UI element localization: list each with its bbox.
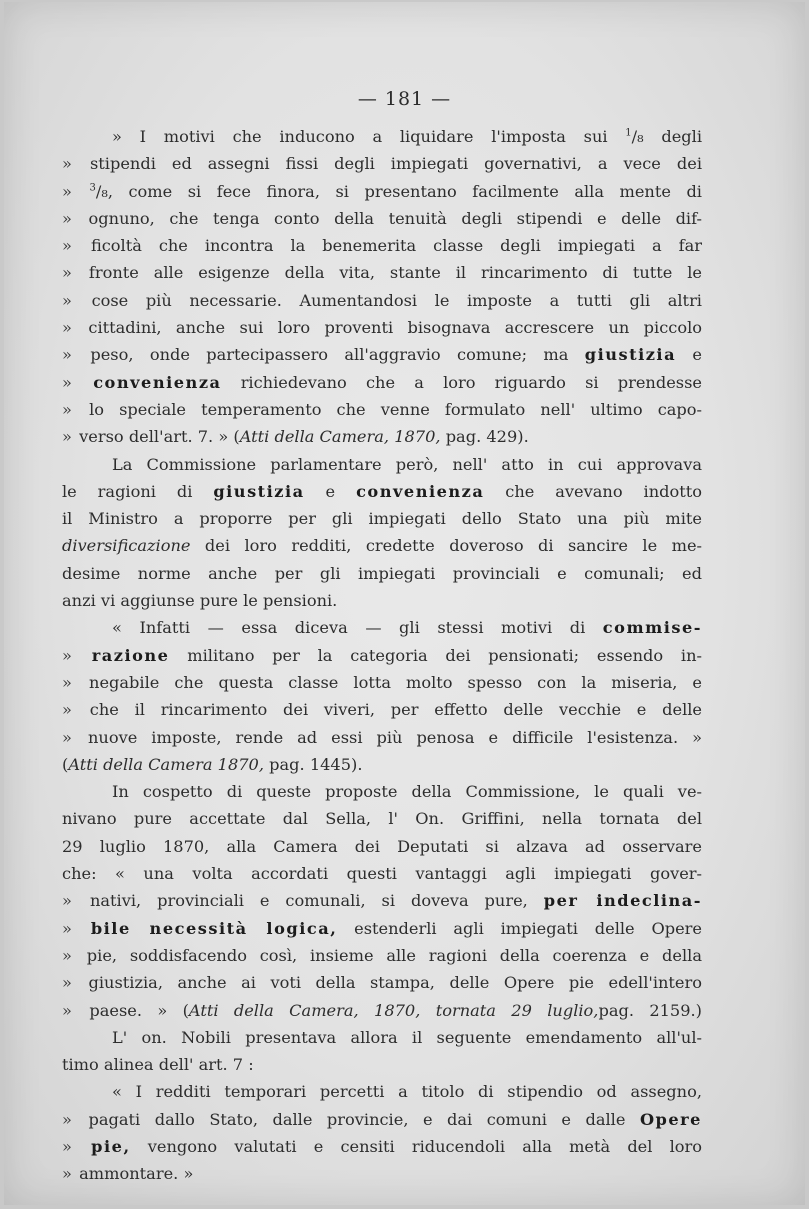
text-line: « I redditi temporari percetti a titolo di stipendio od assegno, <box>112 1082 702 1102</box>
text-line: » ammontare. » <box>62 1164 194 1184</box>
text-line: » paese. » (Atti della Camera, 1870, tornata 29 luglio,pag. 2159.) <box>62 1000 702 1020</box>
text-line: » $^3$/₈, come si fece finora, si presentano facilmente alla mente di <box>62 181 702 201</box>
bold-term: pie, <box>91 1136 131 1156</box>
bold-term: bile necessità logica, <box>90 918 338 938</box>
text-line: » che il rincarimento dei viveri, per effetto delle vecchie e delle <box>62 700 702 720</box>
bold-term: giustizia <box>213 481 305 501</box>
text-line: » razione militano per la categoria dei pensionati; essendo in- <box>62 645 702 665</box>
text-line: » fronte alle esigenze della vita, stante il rincarimento di tutte le <box>62 263 702 283</box>
text-line: » pie, vengono valutati e censiti riducendoli alla metà del loro <box>62 1136 703 1156</box>
citation: Atti della Camera, 1870, tornata 29 luglio, <box>188 1000 599 1020</box>
text-line: « Infatti — essa diceva — gli stessi motivi di commise- <box>112 618 702 638</box>
text-line: » peso, onde partecipassero all'aggravio comune; ma giustizia e <box>62 345 702 365</box>
citation: Atti della Camera, 1870, <box>239 427 441 447</box>
text-line: » nativi, provinciali e comunali, si doveva pure, per indeclina- <box>62 891 702 911</box>
text-line: diversificazione dei loro redditi, credette doveroso di sancire le me- <box>62 536 702 556</box>
text-line: » convenienza richiedevano che a loro riguardo si prendesse <box>62 372 702 392</box>
bold-term: razione <box>91 645 170 665</box>
text-line: il Ministro a proporre per gli impiegati dello Stato una più mite <box>62 509 702 529</box>
text-line: » ognuno, che tenga conto della tenuità degli stipendi e delle dif- <box>62 208 702 228</box>
text-line: 29 luglio 1870, alla Camera dei Deputati si alzava ad osservare <box>62 836 702 856</box>
text-line: » giustizia, anche ai voti della stampa, delle Opere pie edell'intero <box>62 973 702 993</box>
text-line: » cose più necessarie. Aumentandosi le imposte a tutti gli altri <box>62 290 702 310</box>
text-line: » ficoltà che incontra la benemerita classe degli impiegati a far <box>62 236 702 256</box>
text-line: » nuove imposte, rende ad essi più penosa e difficile l'esistenza. » <box>62 727 702 747</box>
text-line: » cittadini, anche sui loro proventi bisognava accrescere un piccolo <box>62 318 702 338</box>
text-line: (Atti della Camera 1870, pag. 1445). <box>62 754 363 774</box>
text-line: desime norme anche per gli impiegati provinciali e comunali; ed <box>62 563 702 583</box>
text-line: » bile necessità logica, estenderli agli impiegati delle Opere <box>62 918 702 938</box>
text-line: » I motivi che inducono a liquidare l'imposta sui $^1$/₈ degli <box>112 127 702 146</box>
citation: Atti della Camera 1870, <box>68 754 265 774</box>
bold-term: convenienza <box>356 481 485 501</box>
bold-term: per indeclina- <box>543 891 702 911</box>
text-line: » stipendi ed assegni fissi degli impiegati governativi, a vece dei <box>62 154 702 174</box>
text-line: » lo speciale temperamento che venne formulato nell' ultimo capo- <box>62 399 702 419</box>
text-line: le ragioni di giustizia e convenienza che avevano indotto <box>62 481 702 501</box>
bold-term: convenienza <box>93 372 222 392</box>
text-line: » pagati dallo Stato, dalle provincie, e dai comuni e dalle Opere <box>62 1109 702 1129</box>
bold-term: Opere <box>639 1109 702 1129</box>
text-line: che: « una volta accordati questi vantaggi agli impiegati gover- <box>62 864 702 884</box>
text-line: » pie, soddisfacendo così, insieme alle ragioni della coerenza e della <box>62 945 702 965</box>
text-line: anzi vi aggiunse pure le pensioni. <box>62 591 338 611</box>
italic-term: diversificazione <box>62 536 191 556</box>
text-line: » verso dell'art. 7. » (Atti della Camera, 1870, pag. 429). <box>62 427 529 447</box>
text-line: timo alinea dell' art. 7 : <box>62 1055 254 1075</box>
text-line: In cospetto di queste proposte della Commissione, le quali ve- <box>112 782 702 802</box>
body-text <box>62 123 702 1188</box>
document-page <box>4 2 805 1205</box>
bold-term: giustizia <box>584 345 677 365</box>
text-line: » negabile che questa classe lotta molto spesso con la miseria, e <box>62 672 702 692</box>
text-line: nivano pure accettate dal Sella, l' On. Griffini, nella tornata del <box>62 809 702 829</box>
text-line: L' on. Nobili presentava allora il seguente emendamento all'ul- <box>112 1027 702 1047</box>
text-line: La Commissione parlamentare però, nell' atto in cui approvava <box>112 454 702 474</box>
page-number: — 181 — <box>357 88 452 110</box>
bold-term: commise- <box>602 618 702 638</box>
